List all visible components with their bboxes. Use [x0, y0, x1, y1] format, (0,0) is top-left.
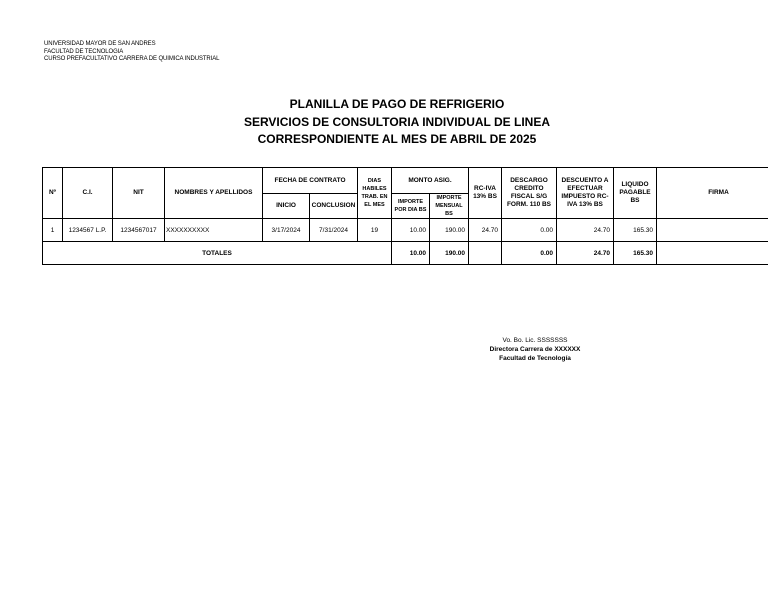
table-row [43, 219, 768, 242]
totals-label: TOTALES [43, 242, 392, 265]
cell-liquido: 165.30 [614, 219, 657, 242]
total-importe-mensual: 190.00 [430, 242, 469, 265]
title-line-2: SERVICIOS DE CONSULTORIA INDIVIDUAL DE LINEA [243, 114, 551, 129]
cell-conclusion: 7/31/2024 [310, 219, 358, 242]
institution-header [44, 41, 219, 64]
title-line-3: CORRESPONDIENTE AL MES DE ABRIL DE 2025 [257, 132, 537, 146]
col-header-dias: DIAS HABILES TRAB. EN EL MES [358, 168, 392, 219]
signature-approval: Vo. Bo. Lic. SSSSSSS [502, 337, 568, 344]
total-descargo: 0.00 [502, 242, 557, 265]
totals-row [43, 242, 768, 265]
cell-descuento: 24.70 [557, 219, 614, 242]
col-header-num: Nº [43, 168, 63, 219]
payroll-table [42, 167, 768, 265]
total-descuento: 24.70 [557, 242, 614, 265]
col-header-fecha-contrato: FECHA DE CONTRATO [263, 168, 358, 194]
signature-role: Directora Carrera de XXXXXX [489, 346, 581, 353]
total-liquido: 165.30 [614, 242, 657, 265]
signature-faculty: Facultad de Tecnología [499, 355, 571, 362]
col-header-importe-dia: IMPORTE POR DIA BS [392, 194, 430, 219]
col-header-nit: NIT [113, 168, 165, 219]
cell-importe-mensual: 190.00 [430, 219, 469, 242]
col-header-firma: FIRMA [657, 168, 768, 219]
col-header-nombres: NOMBRES Y APELLIDOS [165, 168, 263, 219]
title-line-1: PLANILLA DE PAGO DE REFRIGERIO [289, 97, 505, 111]
col-header-importe-mensual: IMPORTE MENSUAL BS [430, 194, 469, 219]
cell-ci: 1234567 L.P. [63, 219, 113, 242]
cell-rciva: 24.70 [469, 219, 502, 242]
col-header-liquido: LIQUIDO PAGABLE BS [614, 168, 657, 219]
signature-block [0, 336, 768, 363]
col-header-descuento: DESCUENTO A EFECTUAR IMPUESTO RC-IVA 13% BS [557, 168, 614, 219]
col-header-monto: MONTO ASIG. [392, 168, 469, 194]
col-header-ci: C.I. [63, 168, 113, 219]
col-header-rciva: RC-IVA 13% BS [469, 168, 502, 219]
total-firma [657, 242, 768, 265]
document-title [0, 96, 768, 149]
cell-nombres: XXXXXXXXXX [165, 219, 263, 242]
cell-firma [657, 219, 768, 242]
total-rciva [469, 242, 502, 265]
col-header-descargo: DESCARGO CREDITO FISCAL S/G FORM. 110 BS [502, 168, 557, 219]
cell-nit: 1234567017 [113, 219, 165, 242]
col-header-conclusion: CONCLUSION [310, 194, 358, 219]
cell-num: 1 [43, 219, 63, 242]
cell-inicio: 3/17/2024 [263, 219, 310, 242]
header-university: UNIVERSIDAD MAYOR DE SAN ANDRES [44, 41, 156, 47]
header-faculty: FACULTAD DE TECNOLOGIA [44, 48, 124, 55]
cell-dias: 19 [358, 219, 392, 242]
cell-descargo: 0.00 [502, 219, 557, 242]
total-importe-dia: 10.00 [392, 242, 430, 265]
header-course: CURSO PREFACULTATIVO CARRERA DE QUIMICA INDUSTRIAL [44, 56, 220, 62]
cell-importe-dia: 10.00 [392, 219, 430, 242]
col-header-inicio: INICIO [263, 194, 310, 219]
